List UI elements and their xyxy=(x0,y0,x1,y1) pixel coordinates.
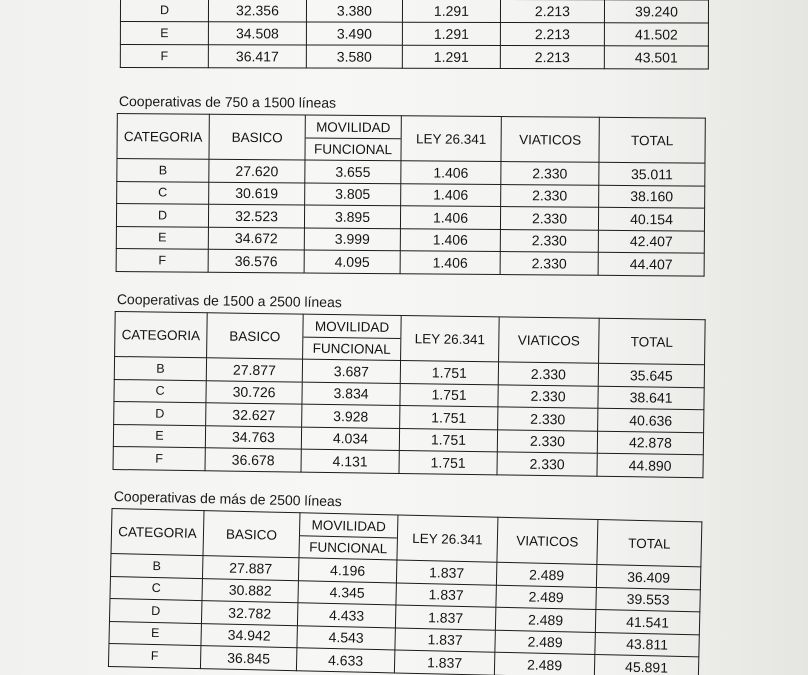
cell-ley-26341: 1.837 xyxy=(396,582,496,607)
cell-categoria: E xyxy=(109,621,201,646)
table-row xyxy=(120,22,708,47)
cell-basico: 30.882 xyxy=(202,578,298,603)
cell-ley-26341: 1.751 xyxy=(400,405,498,429)
cell-viaticos: 2.330 xyxy=(498,407,598,431)
cell-ley-26341: 1.837 xyxy=(396,560,496,585)
cell-viaticos: 2.489 xyxy=(496,562,596,587)
cell-categoria: C xyxy=(114,379,206,403)
cell-total: 42.878 xyxy=(597,431,703,455)
cell-basico: 36.576 xyxy=(208,249,304,272)
cell-categoria: D xyxy=(114,401,206,425)
cell-basico: 32.356 xyxy=(208,0,306,22)
header-categoria: CATEGORIA xyxy=(117,114,209,160)
cell-basico: 30.619 xyxy=(209,182,305,205)
cell-basico: 32.627 xyxy=(206,403,302,427)
cell-viaticos: 2.330 xyxy=(498,384,598,408)
header-movilidad-funcional xyxy=(299,513,398,560)
table-caption: Cooperativas de más de 2500 líneas xyxy=(113,488,342,510)
cell-categoria: F xyxy=(116,248,208,271)
cell-viaticos: 2.330 xyxy=(497,429,597,453)
header-basico: BASICO xyxy=(207,313,304,359)
cell-ley-26341: 1.406 xyxy=(401,161,501,184)
cell-movilidad-funcional: 3.999 xyxy=(304,227,400,250)
cell-total: 38.641 xyxy=(598,386,704,410)
cell-total: 39.240 xyxy=(604,0,708,23)
cell-categoria: F xyxy=(120,45,208,68)
cell-ley-26341: 1.751 xyxy=(400,360,498,384)
salary-table-top xyxy=(120,0,709,70)
cell-viaticos: 2.213 xyxy=(500,22,604,45)
cell-ley-26341: 1.751 xyxy=(400,383,498,407)
cell-viaticos: 2.330 xyxy=(500,207,598,230)
cell-viaticos: 2.489 xyxy=(495,630,595,655)
cell-ley-26341: 1.837 xyxy=(395,605,495,630)
cell-movilidad-funcional: 3.380 xyxy=(306,0,402,22)
table-caption: Cooperativas de 1500 a 2500 líneas xyxy=(116,291,342,311)
cell-basico: 27.620 xyxy=(209,159,305,182)
header-categoria: CATEGORIA xyxy=(115,312,208,358)
header-viaticos: VIATICOS xyxy=(501,117,599,163)
cell-ley-26341: 1.291 xyxy=(402,22,500,45)
cell-movilidad-funcional: 3.580 xyxy=(306,45,402,68)
cell-ley-26341: 1.406 xyxy=(401,183,501,206)
section-table1 xyxy=(116,93,707,283)
cell-basico: 34.672 xyxy=(208,227,304,250)
cell-movilidad-funcional: 4.034 xyxy=(301,427,399,451)
cell-basico: 30.726 xyxy=(206,380,302,404)
cell-viaticos: 2.489 xyxy=(496,585,596,610)
cell-basico: 36.417 xyxy=(208,45,306,68)
salary-table-mas-2500 xyxy=(108,508,702,675)
cell-basico: 32.782 xyxy=(201,601,297,626)
header-basico: BASICO xyxy=(203,511,300,558)
header-line: FUNCIONAL xyxy=(303,336,400,359)
cell-categoria: D xyxy=(109,598,201,623)
cell-categoria: E xyxy=(113,424,205,448)
header-line: MOVILIDAD xyxy=(316,119,391,135)
cell-total: 43.811 xyxy=(595,632,699,657)
cell-categoria: C xyxy=(110,576,202,601)
cell-total: 44.407 xyxy=(598,252,704,275)
cell-movilidad-funcional: 3.655 xyxy=(305,160,401,183)
cell-ley-26341: 1.406 xyxy=(400,251,500,274)
cell-basico: 27.877 xyxy=(206,358,302,382)
cell-ley-26341: 1.751 xyxy=(399,428,497,452)
cell-viaticos: 2.213 xyxy=(500,45,604,68)
cell-movilidad-funcional: 4.196 xyxy=(298,558,396,583)
cell-categoria: B xyxy=(114,357,206,381)
cell-movilidad-funcional: 3.928 xyxy=(302,404,400,428)
cell-basico: 32.523 xyxy=(208,204,304,227)
cell-categoria: F xyxy=(113,446,205,470)
header-viaticos: VIATICOS xyxy=(497,517,598,564)
cell-ley-26341: 1.837 xyxy=(395,627,495,652)
cell-movilidad-funcional: 3.687 xyxy=(302,359,400,383)
cell-movilidad-funcional: 3.895 xyxy=(304,205,400,228)
cell-viaticos: 2.213 xyxy=(500,0,604,23)
section-table0 xyxy=(120,0,710,77)
cell-categoria: E xyxy=(120,22,208,45)
cell-basico: 34.508 xyxy=(208,22,306,45)
header-ley-26341: LEY 26.341 xyxy=(397,515,498,562)
header-total: TOTAL xyxy=(597,520,702,567)
cell-ley-26341: 1.406 xyxy=(400,206,500,229)
cell-viaticos: 2.489 xyxy=(495,607,595,632)
cell-movilidad-funcional: 4.433 xyxy=(297,603,395,628)
header-line: FUNCIONAL xyxy=(305,137,400,160)
header-categoria: CATEGORIA xyxy=(111,509,204,556)
header-line: MOVILIDAD xyxy=(311,517,386,534)
cell-basico: 36.845 xyxy=(200,646,296,671)
cell-movilidad-funcional: 4.095 xyxy=(304,250,400,273)
cell-basico: 34.942 xyxy=(201,623,297,648)
cell-total: 43.501 xyxy=(604,46,708,69)
header-movilidad-funcional xyxy=(303,314,402,360)
cell-categoria: D xyxy=(120,0,208,22)
section-table2 xyxy=(112,291,705,489)
cell-total: 41.541 xyxy=(595,610,699,635)
cell-total: 35.011 xyxy=(599,162,705,185)
header-line: FUNCIONAL xyxy=(299,535,396,559)
cell-movilidad-funcional: 4.345 xyxy=(298,580,396,605)
cell-total: 36.409 xyxy=(596,565,700,590)
header-ley-26341: LEY 26.341 xyxy=(401,116,501,162)
cell-viaticos: 2.330 xyxy=(500,229,598,252)
table-row xyxy=(120,45,708,70)
cell-total: 45.891 xyxy=(594,654,698,675)
cell-total: 41.502 xyxy=(604,23,708,46)
cell-total: 35.645 xyxy=(598,363,704,387)
cell-viaticos: 2.489 xyxy=(494,652,594,675)
cell-movilidad-funcional: 3.805 xyxy=(305,182,401,205)
header-line: MOVILIDAD xyxy=(314,318,390,335)
cell-viaticos: 2.330 xyxy=(501,184,599,207)
cell-viaticos: 2.330 xyxy=(501,162,599,185)
cell-categoria: B xyxy=(111,553,203,578)
cell-movilidad-funcional: 3.490 xyxy=(306,22,402,45)
header-movilidad-funcional xyxy=(305,115,401,161)
cell-categoria: D xyxy=(116,204,208,227)
cell-ley-26341: 1.751 xyxy=(399,450,497,474)
cell-total: 44.890 xyxy=(597,453,703,477)
cell-movilidad-funcional: 4.131 xyxy=(301,449,399,473)
cell-viaticos: 2.330 xyxy=(497,452,597,476)
header-viaticos: VIATICOS xyxy=(499,317,600,363)
cell-total: 38.160 xyxy=(599,185,705,208)
cell-categoria: B xyxy=(117,159,209,182)
cell-movilidad-funcional: 4.633 xyxy=(296,648,394,673)
table-caption: Cooperativas de 750 a 1500 líneas xyxy=(118,93,337,111)
cell-movilidad-funcional: 4.543 xyxy=(297,625,395,650)
header-total: TOTAL xyxy=(599,318,706,364)
header-ley-26341: LEY 26.341 xyxy=(401,315,500,361)
cell-viaticos: 2.330 xyxy=(498,362,598,386)
header-total: TOTAL xyxy=(599,117,705,163)
cell-categoria: F xyxy=(108,643,200,668)
cell-ley-26341: 1.837 xyxy=(394,650,494,675)
cell-total: 40.636 xyxy=(598,408,704,432)
cell-categoria: C xyxy=(117,181,209,204)
cell-total: 42.407 xyxy=(598,230,704,253)
cell-basico: 27.887 xyxy=(202,556,298,581)
cell-basico: 34.763 xyxy=(205,425,301,449)
cell-movilidad-funcional: 3.834 xyxy=(302,382,400,406)
header-basico: BASICO xyxy=(209,114,305,160)
cell-ley-26341: 1.291 xyxy=(402,45,500,68)
salary-table-1500-2500 xyxy=(113,311,706,478)
section-table3 xyxy=(107,488,703,675)
table-row xyxy=(116,248,704,275)
cell-viaticos: 2.330 xyxy=(500,252,598,275)
cell-total: 39.553 xyxy=(596,587,700,612)
cell-categoria: E xyxy=(116,226,208,249)
cell-ley-26341: 1.291 xyxy=(402,0,500,22)
table-row xyxy=(120,0,708,23)
cell-ley-26341: 1.406 xyxy=(400,228,500,251)
cell-basico: 36.678 xyxy=(205,448,301,472)
cell-total: 40.154 xyxy=(598,207,704,230)
salary-table-750-1500 xyxy=(116,113,706,276)
